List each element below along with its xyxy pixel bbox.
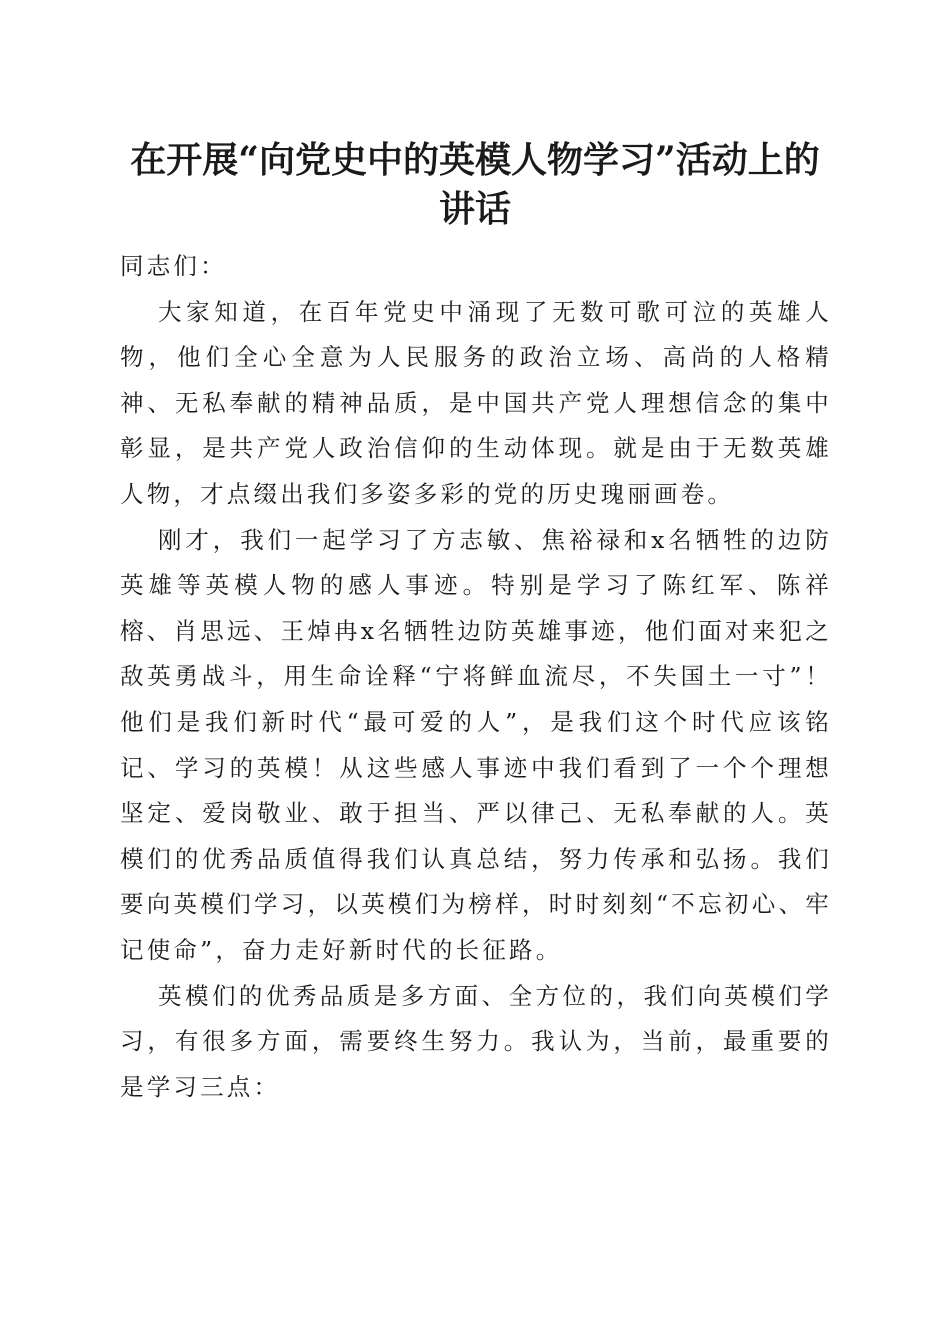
salutation: 同志们： — [120, 252, 227, 280]
paragraph-2: 刚才，我们一起学习了方志敏、焦裕禄和x名牺牲的边防英雄等英模人物的感人事迹。特别是学习了陈红军、陈祥榕、肖思远、王焯冉x名牺牲边防英雄事迹，他们面对来犯之敌英勇战斗，用生命诠释“宁将鲜血流尽，不失国土一寸”！他们是我们新时代“最可爱的人”，是我们这个时代应该铭记、学习的英模！从这些感人事迹中我们看到了一个个理想坚定、爱岗敬业、敢于担当、严以律己、无私奉献的人。英模们的优秀品质值得我们认真总结，努力传承和弘扬。我们要向英模们学习，以英模们为榜样，时时刻刻“不忘初心、牢记使命”，奋力走好新时代的长征路。 — [120, 525, 832, 964]
document-body — [120, 244, 832, 1110]
title-line-2: 讲话 — [438, 188, 511, 230]
paragraph-3: 英模们的优秀品质是多方面、全方位的，我们向英模们学习，有很多方面，需要终生努力。我认为，当前，最重要的是学习三点： — [120, 981, 832, 1101]
paragraph-1: 大家知道，在百年党史中涌现了无数可歌可泣的英雄人物，他们全心全意为人民服务的政治立场、高尚的人格精神、无私奉献的精神品质，是中国共产党人理想信念的集中彰显，是共产党人政治信仰的生动体现。就是由于无数英雄人物，才点缀出我们多姿多彩的党的历史瑰丽画卷。 — [120, 297, 832, 508]
document-title — [100, 136, 850, 234]
title-line-1: 在开展“向党史中的英模人物学习”活动上的 — [130, 139, 820, 181]
